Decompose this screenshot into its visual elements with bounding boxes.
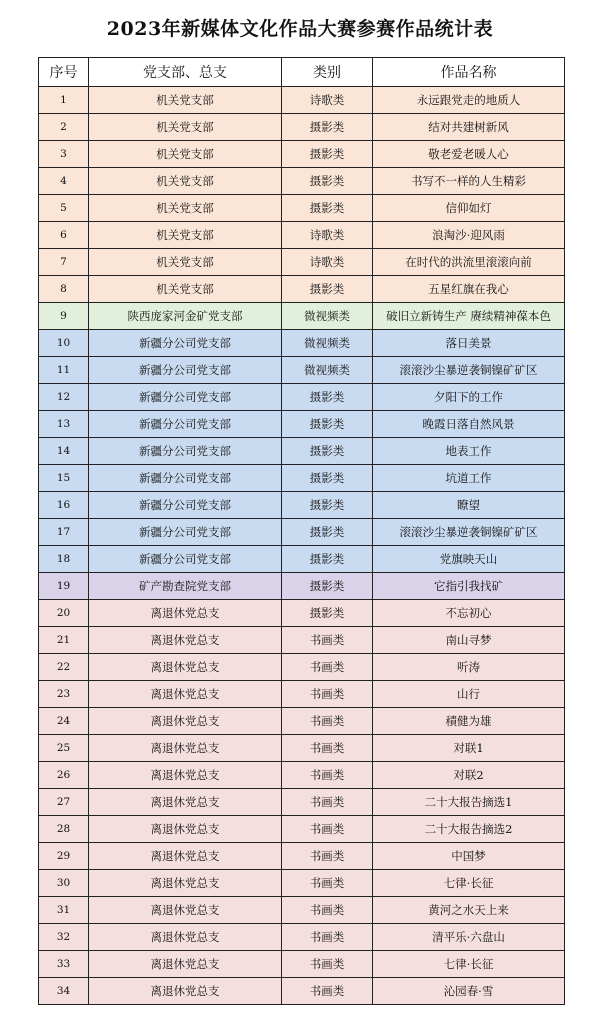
category-cell: 书画类	[282, 897, 373, 924]
work-name-cell: 南山寻梦	[373, 627, 565, 654]
branch-cell: 新疆分公司党支部	[89, 384, 282, 411]
header-category: 类别	[282, 58, 373, 87]
branch-cell: 新疆分公司党支部	[89, 411, 282, 438]
work-name-cell: 七律·长征	[373, 951, 565, 978]
branch-cell: 离退休党总支	[89, 762, 282, 789]
category-cell: 摄影类	[282, 573, 373, 600]
work-name-cell: 瞭望	[373, 492, 565, 519]
serial-number-cell: 14	[39, 438, 89, 465]
branch-cell: 新疆分公司党支部	[89, 330, 282, 357]
serial-number-cell: 24	[39, 708, 89, 735]
table-row	[39, 411, 565, 438]
work-name-cell: 对联2	[373, 762, 565, 789]
serial-number-cell: 34	[39, 978, 89, 1005]
category-cell: 摄影类	[282, 276, 373, 303]
category-cell: 书画类	[282, 870, 373, 897]
branch-cell: 机关党支部	[89, 168, 282, 195]
table-row	[39, 114, 565, 141]
branch-cell: 机关党支部	[89, 222, 282, 249]
table-row	[39, 573, 565, 600]
category-cell: 微视频类	[282, 330, 373, 357]
header-serial-number: 序号	[39, 58, 89, 87]
serial-number-cell: 22	[39, 654, 89, 681]
table-row	[39, 357, 565, 384]
works-table	[38, 57, 565, 1005]
serial-number-cell: 25	[39, 735, 89, 762]
serial-number-cell: 28	[39, 816, 89, 843]
category-cell: 摄影类	[282, 411, 373, 438]
category-cell: 摄影类	[282, 465, 373, 492]
table-row	[39, 141, 565, 168]
serial-number-cell: 27	[39, 789, 89, 816]
work-name-cell: 不忘初心	[373, 600, 565, 627]
serial-number-cell: 20	[39, 600, 89, 627]
work-name-cell: 它指引我找矿	[373, 573, 565, 600]
category-cell: 诗歌类	[282, 222, 373, 249]
work-name-cell: 黄河之水天上来	[373, 897, 565, 924]
work-name-cell: 積健为雄	[373, 708, 565, 735]
serial-number-cell: 21	[39, 627, 89, 654]
category-cell: 书画类	[282, 681, 373, 708]
work-name-cell: 晚霞日落自然风景	[373, 411, 565, 438]
work-name-cell: 敬老爱老暖人心	[373, 141, 565, 168]
table-row	[39, 384, 565, 411]
work-name-cell: 清平乐·六盘山	[373, 924, 565, 951]
branch-cell: 离退休党总支	[89, 789, 282, 816]
serial-number-cell: 3	[39, 141, 89, 168]
branch-cell: 离退休党总支	[89, 897, 282, 924]
category-cell: 摄影类	[282, 492, 373, 519]
serial-number-cell: 12	[39, 384, 89, 411]
table-row	[39, 951, 565, 978]
category-cell: 摄影类	[282, 384, 373, 411]
category-cell: 书画类	[282, 762, 373, 789]
serial-number-cell: 10	[39, 330, 89, 357]
branch-cell: 离退休党总支	[89, 735, 282, 762]
serial-number-cell: 5	[39, 195, 89, 222]
category-cell: 书画类	[282, 843, 373, 870]
branch-cell: 机关党支部	[89, 141, 282, 168]
work-name-cell: 中国梦	[373, 843, 565, 870]
work-name-cell: 浪淘沙·迎风雨	[373, 222, 565, 249]
category-cell: 摄影类	[282, 141, 373, 168]
work-name-cell: 在时代的洪流里滚滚向前	[373, 249, 565, 276]
table-body	[39, 87, 565, 1005]
work-name-cell: 对联1	[373, 735, 565, 762]
table-row	[39, 492, 565, 519]
serial-number-cell: 19	[39, 573, 89, 600]
branch-cell: 离退休党总支	[89, 600, 282, 627]
branch-cell: 离退休党总支	[89, 654, 282, 681]
work-name-cell: 滚滚沙尘暴逆袭铜镍矿矿区	[373, 357, 565, 384]
serial-number-cell: 9	[39, 303, 89, 330]
table-row	[39, 870, 565, 897]
category-cell: 书画类	[282, 951, 373, 978]
branch-cell: 陕西庞家河金矿党支部	[89, 303, 282, 330]
table-row	[39, 681, 565, 708]
serial-number-cell: 15	[39, 465, 89, 492]
header-branch: 党支部、总支	[89, 58, 282, 87]
work-name-cell: 书写不一样的人生精彩	[373, 168, 565, 195]
branch-cell: 离退休党总支	[89, 843, 282, 870]
serial-number-cell: 7	[39, 249, 89, 276]
category-cell: 摄影类	[282, 195, 373, 222]
serial-number-cell: 29	[39, 843, 89, 870]
table-row	[39, 978, 565, 1005]
category-cell: 摄影类	[282, 114, 373, 141]
category-cell: 摄影类	[282, 438, 373, 465]
work-name-cell: 沁园春·雪	[373, 978, 565, 1005]
branch-cell: 机关党支部	[89, 195, 282, 222]
serial-number-cell: 33	[39, 951, 89, 978]
branch-cell: 新疆分公司党支部	[89, 492, 282, 519]
work-name-cell: 落日美景	[373, 330, 565, 357]
table-row	[39, 627, 565, 654]
table-row	[39, 303, 565, 330]
category-cell: 摄影类	[282, 600, 373, 627]
branch-cell: 机关党支部	[89, 276, 282, 303]
branch-cell: 机关党支部	[89, 249, 282, 276]
table-row	[39, 789, 565, 816]
category-cell: 书画类	[282, 735, 373, 762]
table-row	[39, 465, 565, 492]
branch-cell: 矿产勘查院党支部	[89, 573, 282, 600]
header-row	[39, 58, 565, 87]
work-name-cell: 坑道工作	[373, 465, 565, 492]
work-name-cell: 滚滚沙尘暴逆袭铜镍矿矿区	[373, 519, 565, 546]
table-row	[39, 924, 565, 951]
branch-cell: 离退休党总支	[89, 924, 282, 951]
branch-cell: 新疆分公司党支部	[89, 438, 282, 465]
category-cell: 书画类	[282, 789, 373, 816]
branch-cell: 新疆分公司党支部	[89, 357, 282, 384]
serial-number-cell: 13	[39, 411, 89, 438]
branch-cell: 机关党支部	[89, 114, 282, 141]
serial-number-cell: 18	[39, 546, 89, 573]
table-row	[39, 276, 565, 303]
branch-cell: 离退休党总支	[89, 681, 282, 708]
category-cell: 摄影类	[282, 519, 373, 546]
serial-number-cell: 23	[39, 681, 89, 708]
serial-number-cell: 31	[39, 897, 89, 924]
header-work-name: 作品名称	[373, 58, 565, 87]
category-cell: 书画类	[282, 654, 373, 681]
serial-number-cell: 1	[39, 87, 89, 114]
table-row	[39, 222, 565, 249]
work-name-cell: 山行	[373, 681, 565, 708]
branch-cell: 离退休党总支	[89, 978, 282, 1005]
table-row	[39, 897, 565, 924]
work-name-cell: 二十大报告摘选2	[373, 816, 565, 843]
table-row	[39, 519, 565, 546]
branch-cell: 离退休党总支	[89, 627, 282, 654]
serial-number-cell: 8	[39, 276, 89, 303]
branch-cell: 新疆分公司党支部	[89, 546, 282, 573]
work-name-cell: 结对共建树新风	[373, 114, 565, 141]
work-name-cell: 破旧立新铸生产 赓续精神葆本色	[373, 303, 565, 330]
serial-number-cell: 2	[39, 114, 89, 141]
category-cell: 书画类	[282, 708, 373, 735]
category-cell: 摄影类	[282, 546, 373, 573]
serial-number-cell: 11	[39, 357, 89, 384]
serial-number-cell: 32	[39, 924, 89, 951]
table-row	[39, 87, 565, 114]
table-row	[39, 195, 565, 222]
serial-number-cell: 30	[39, 870, 89, 897]
category-cell: 摄影类	[282, 168, 373, 195]
serial-number-cell: 16	[39, 492, 89, 519]
category-cell: 书画类	[282, 627, 373, 654]
category-cell: 微视频类	[282, 357, 373, 384]
table-row	[39, 816, 565, 843]
category-cell: 书画类	[282, 978, 373, 1005]
serial-number-cell: 26	[39, 762, 89, 789]
work-name-cell: 夕阳下的工作	[373, 384, 565, 411]
branch-cell: 新疆分公司党支部	[89, 465, 282, 492]
branch-cell: 离退休党总支	[89, 951, 282, 978]
table-row	[39, 708, 565, 735]
table-row	[39, 654, 565, 681]
work-name-cell: 信仰如灯	[373, 195, 565, 222]
page-title: 2023年新媒体文化作品大赛参赛作品统计表	[106, 18, 494, 40]
branch-cell: 机关党支部	[89, 87, 282, 114]
serial-number-cell: 17	[39, 519, 89, 546]
branch-cell: 离退休党总支	[89, 816, 282, 843]
work-name-cell: 地表工作	[373, 438, 565, 465]
table-row	[39, 330, 565, 357]
branch-cell: 离退休党总支	[89, 708, 282, 735]
category-cell: 诗歌类	[282, 87, 373, 114]
table-row	[39, 249, 565, 276]
work-name-cell: 二十大报告摘选1	[373, 789, 565, 816]
table-row	[39, 843, 565, 870]
branch-cell: 新疆分公司党支部	[89, 519, 282, 546]
table-row	[39, 762, 565, 789]
table-row	[39, 438, 565, 465]
work-name-cell: 听涛	[373, 654, 565, 681]
table-header	[39, 58, 565, 87]
serial-number-cell: 6	[39, 222, 89, 249]
category-cell: 书画类	[282, 816, 373, 843]
category-cell: 书画类	[282, 924, 373, 951]
table-row	[39, 168, 565, 195]
table-row	[39, 546, 565, 573]
category-cell: 微视频类	[282, 303, 373, 330]
branch-cell: 离退休党总支	[89, 870, 282, 897]
table-row	[39, 735, 565, 762]
work-name-cell: 七律·长征	[373, 870, 565, 897]
work-name-cell: 党旗映天山	[373, 546, 565, 573]
work-name-cell: 五星红旗在我心	[373, 276, 565, 303]
table-row	[39, 600, 565, 627]
serial-number-cell: 4	[39, 168, 89, 195]
work-name-cell: 永远跟党走的地质人	[373, 87, 565, 114]
category-cell: 诗歌类	[282, 249, 373, 276]
